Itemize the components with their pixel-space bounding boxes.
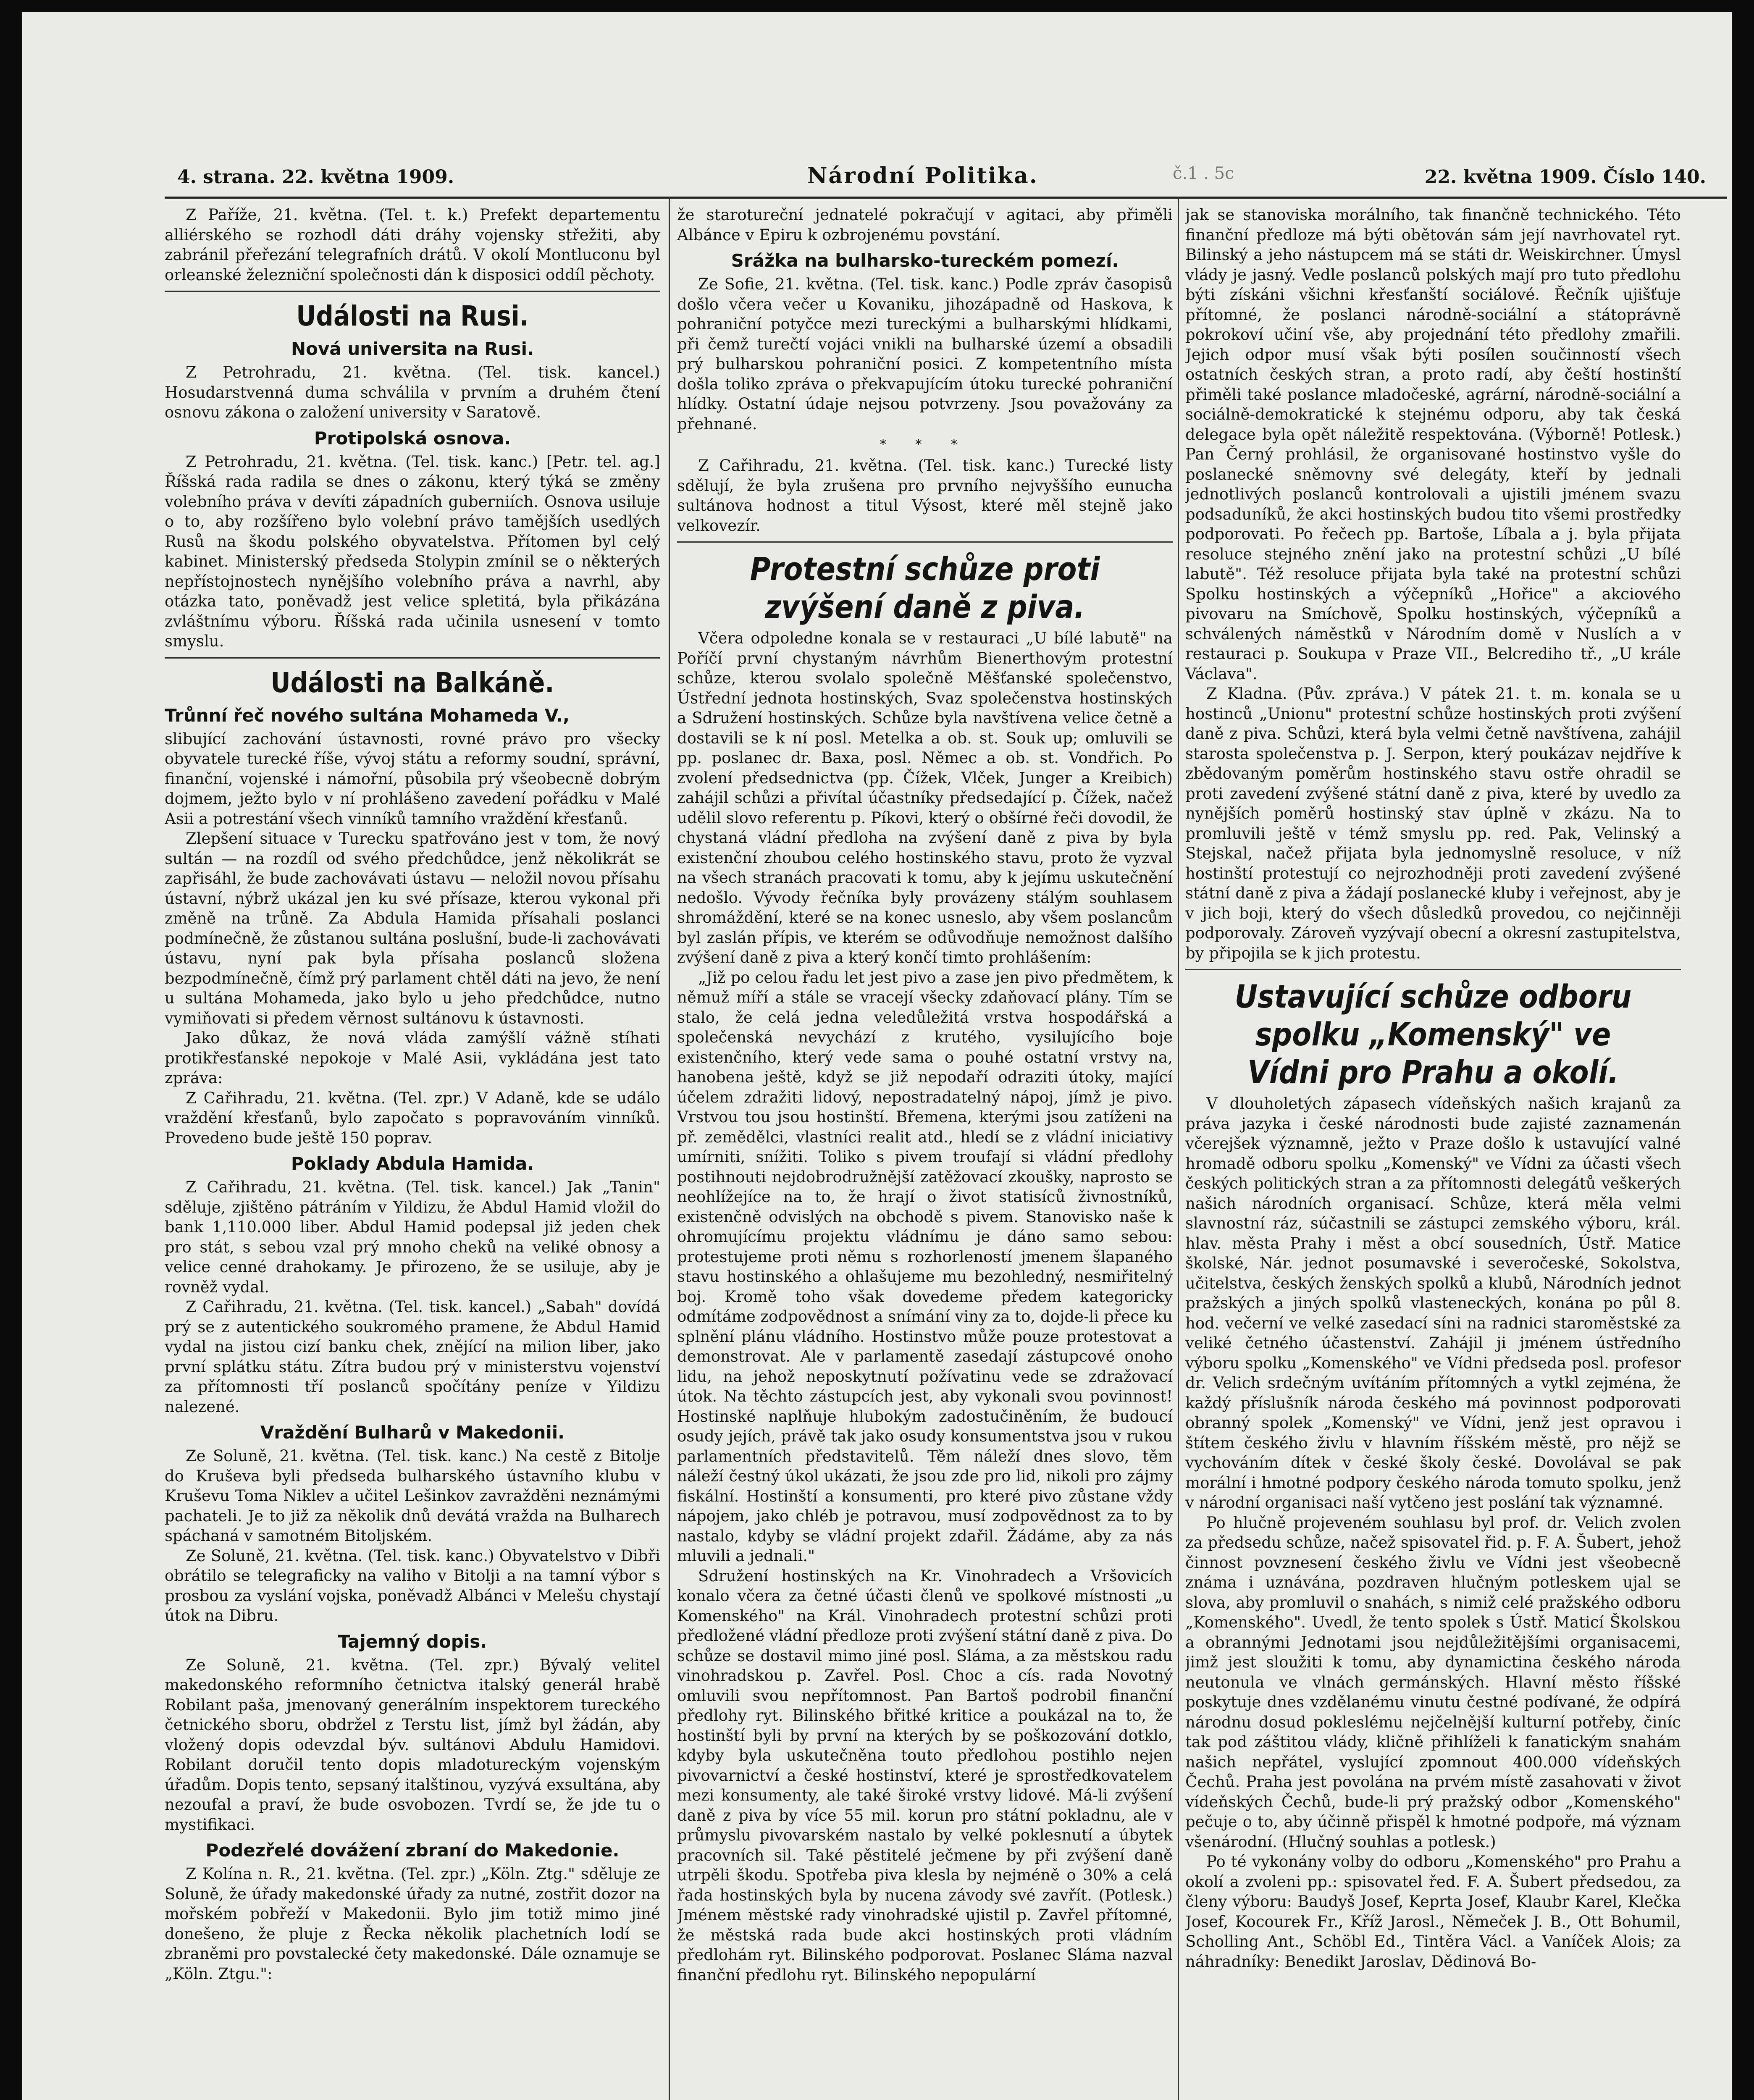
paragraph: Jako důkaz, že nová vláda zamýšlí vážně stíhati protikřesťanské nepokoje v Malé Asii, vykládána jest tato zpráva:	[165, 1029, 660, 1087]
section-heading: Ustavující schůze odboru spolku „Komenský" ve Vídni pro Prahu a okolí.	[1234, 978, 1632, 1091]
column-2	[677, 205, 1173, 2100]
section-heading: Protestní schůze proti zvýšení daně z piva.	[750, 550, 1100, 625]
page-header	[177, 163, 1706, 192]
paragraph: „Již po celou řadu let jest pivo a zase jen pivo předmětem, k němuž míří a stále se vracejí všecky zdaňovací plány. Tím se stalo, že celá jedna veledůležitá vrstva hospodářská a společenská nevychází z krutého, vysilujícího boje existenčního, který vede sama o pouhé ostatní vrstvy na, hanobena ještě, když se již nepodaří odraziti útoky, mající účelem zdražiti lidový, nepostradatelný nápoj, jímž je pivo. Vrstvou tou jsou hostinští. Břemena, kterými jsou zatíženi na př. zemědělci, vlastníci realit atd., hledí se z vládní iniciativy umírniti, snížiti. Toliko s pivem troufají si vládní předlohy postihnouti nejdobrodružnější zatěžovací zkoušky, naprosto se neohlížejíce na to, že hrají o život statisíců živnostníků, existenčně odvislých na obchodě s pivem. Stanovisko naše k ohromujícímu projektu vládnímu je dáno samo sebou: protestujeme proti němu s rozhorleností jmenem šlapaného stavu hostinského a ohlašujeme mu bezohledný, nesmiřitelný boj. Kromě toho však dovedeme předem kategoricky odmítáme zodpovědnost a snímání viny za to, dojde-li přece ku splnění plánu vládního. Hostinstvo může pouze protestovat a demonstrovat. Ale v parlamentě zasedají zástupcové onoho lidu, na jehož neposkytnutí požívatinu vede se zdražovací útok. Na těchto zástupcích jest, aby vykonali svou povinnost! Hostinské naplňuje hlubokým zadostučiněním, že budoucí osudy jejích, právě tak jako osudy konsumentstva jsou v rukou parlamentních představitelů. Těm náleží dnes slovo, těm náleží čestný úkol ukázati, že jsou zde pro lid, nikoli pro zájmy fiskální. Hostinští a konsumenti, pro které pivo zůstane vždy nápojem, jako chléb je potravou, musí zodpovědnost za to by nastalo, kdyby se vládní projekt zdařil. Žádáme, aby za nás mluvili a jednali."	[677, 968, 1173, 1565]
subheading: Podezřelé dovážení zbraní do Makedonie.	[205, 1840, 620, 1861]
separator-stars: * * *	[880, 437, 970, 452]
paragraph: V dlouholetých zápasech vídeňských našich krajanů za práva jazyka i české národnosti bude zajisté zaznamenán včerejšek významně, ježto v Praze došlo k ustavující valné hromadě odboru spolku „Komenský" ve Vídni za účasti všech českých politických stran a za přítomnosti delegátů veškerých našich národních organisací. Schůze, která měla velmi slavnostní ráz, súčastnili se zástupci zemského výboru, král. hlav. města Prahy i měst a obcí sousedních, Ústř. Matice školské, Nár. jednot posumavské i severočeské, Sokolstva, učitelstva, českých ženských spolků a klubů, Národních jednot pražských a jiných spolků vlasteneckých, konána po půl 8. hod. večerní ve velké zasedací síni na radnici staroměstské za veliké četného účastenství. Zahájil ji jménem ústředního výboru spolku „Komenského" ve Vídni předseda posl. profesor dr. Velich srdečným uvítáním přítomných a vytkl zejména, že každý příslušník národa českého má povinnost podporovati obranný spolek „Komenský" ve Vídni, jenž jest opravou i štítem českého živlu v hlavním říšském městě, pro nějž se vychováním dítek v české školy české. Dovolával se pak morální i hmotné podpory českého národa tomuto spolku, jenž v národní organisaci naší vytčeno jest poslání tak významné.	[1185, 1095, 1681, 1512]
paragraph: Z Cařihradu, 21. května. (Tel. tisk. kancel.) „Sabah" dovídá prý se z autentického soukromého pramene, že Abdul Hamid vydal na jistou cizí banku chek, znějící na milion liber, jako první splátku státu. Zítra budou prý v ministerstvu vojenství za přítomnosti tří poslanců spočítány peníze v Yildizu nalezené.	[165, 1298, 660, 1416]
subheading: Tajemný dopis.	[338, 1631, 487, 1652]
paragraph: Z Kolína n. R., 21. května. (Tel. zpr.) „Köln. Ztg." sděluje ze Soluně, že úřady makedonské úřady za nutné, zostřit dozor na mořském pobřeží v Makedonii. Bylo jim totiž mimo jiné donešeno, že pluje z Řecka několik plachetních lodí se zbraněmi pro povstalecké čety makedonské. Dále oznamuje se „Köln. Ztgu.":	[165, 1865, 660, 1983]
header-page-date: 4. strana. 22. května 1909.	[177, 166, 454, 188]
column-3	[1185, 205, 1681, 2100]
paragraph: Z Cařihradu, 21. května. (Tel. zpr.) V Adaně, kde se událo vraždění křesťanů, bylo započato s popravováním vinníků. Provedeno bude ještě 150 poprav.	[165, 1089, 660, 1147]
paragraph: Z Petrohradu, 21. května. (Tel. tisk. kanc.) [Petr. tel. ag.] Říšská rada radila se dnes o zákonu, který týká se změny volebního práva v devíti západních guberniích. Osnova usiluje o to, aby rozšířeno bylo volební právo tamějších usedlých Rusů na škodu polského obyvatelstva. Přítomen byl celý kabinet. Ministerský předseda Stolypin zmínil se o některých nepřístojnostech nynějšího volebního práva a navrhl, aby otázka tato, poněvadž jest velice spletitá, byla přikázána zvláštnímu výboru. Říšská rada učinila usnesení v tomto smyslu.	[165, 452, 660, 650]
section-rule	[1185, 969, 1681, 970]
paragraph: že starotureční jednatelé pokračují v agitaci, aby přiměli Albánce v Epiru k ozbrojenému povstání.	[677, 206, 1173, 244]
paragraph: Z Kladna. (Pův. zpráva.) V pátek 21. t. m. konala se u hostinců „Unionu" protestní schůze hostinských proti zvýšení daně z piva. Schůzi, která byla velmi četně navštívena, zahájil starosta společenstva p. J. Serpon, který poukázav nejdříve k zbědovaným poměrům hostinského stavu ostře ohradil se proti zavedení zvýšené státní daně z piva, které by uvedlo za nynějších poměrů hostinský stav úplně v zkázu. Na to promluvili ještě v témž smyslu pp. red. Pak, Velinský a Stejskal, načež přijata byla jednomyslně resoluce, v níž hostinští protestují co nejrozhodněji proti zavedení zvýšené státní daně z piva a žádají poslanecké kluby i veřejnost, aby je v jich boji, který do všech důsledků provedou, co nejčinněji podporovaly. Zároveň vyzývají obecní a okresní zastupitelstva, by připojila se k jich protestu.	[1185, 685, 1681, 962]
paragraph: Včera odpoledne konala se v restauraci „U bílé labutě" na Poříčí první chystaným návrhům Bienerthovým protestní schůze, kterou svolalo společně Měšťanské společenstvo, Ústřední jednota hostinských, Svaz společenstva hostinských a Sdružení hostinských. Schůze byla navštívena velice četně a dostavili se k ní posl. Metelka a ob. st. Souk up; omluvili se pp. poslanec dr. Baxa, posl. Němec a ob. st. Vondřich. Po zvolení předsednictva (pp. Čížek, Vlček, Junger a Kreibich) zahájil schůzi a přivítal účastníky předsedající p. Čížek, načež udělil slovo referentu p. Píkovi, který o obšírné řeči dovodil, že chystaná vládní předloha na zvýšení daně z piva by byla existenční zhoubou celého hostinského stavu, proto že vyzval na všech stranách pracovati k tomu, aby k jejímu uskutečnění nedošlo. Vývody řečníka byly provázeny stálým souhlasem shromáždění, které se na konec usneslo, aby všem poslancům byl zaslán přípis, ve kterém se odůvodňuje nemožnost dalšího zvýšení daně z piva a který končí timto prohlášením:	[677, 629, 1173, 966]
paragraph: Z Paříže, 21. května. (Tel. t. k.) Prefekt departementu alliérského se rozhodl dáti dráhy vojensky střežiti, aby zabránil přeřezání telegrafních drátů. V okolí Montluconu byl orleanské železniční společnosti dán k disposici oddíl pěchoty.	[165, 206, 660, 284]
paragraph: Zlepšení situace v Turecku spatřováno jest v tom, že nový sultán — na rozdíl od svého předchůdce, jenž několikrát se zapřisáhl, že bude zachovávati ústavu — neložil novou přísahu ústavní, nýbrž ukázal jen ku své přísaze, kterou vykonal při změně na trůně. Za Abdula Hamida přísahali poslanci podmínečně, že zůstanou sultána poslušní, bude-li zachovávati ústavu, nyní pak byla přísaha poslanců složena bezpodmínečně, čímž prý parlament chtěl dáti na jevo, že není u sultána Mohameda, jako bylo u jeho předchůdce, nutno vymiňovati si předem věrnost sultánovu k ústavnosti.	[165, 830, 660, 1027]
paragraph: Po hlučně projeveném souhlasu byl prof. dr. Velich zvolen za předsedu schůze, načež spisovatel řid. p. F. A. Šubert, jehož činnost povznesení českého živlu ve Vídni jest všeobecně známa i uznávána, pozdraven hlučným potleskem ujal se slova, aby promluvil o snahách, s nimiž celé pražského odboru „Komenského". Uvedl, že tento spolek s Ústř. Maticí Školskou a obrannými Jednotami jsou nejdůležitějšími organisacemi, jimž jest sloužiti k tomu, aby dynamictina českého národa neutonula ve vlnách germánských. Hlavní město říšské poskytuje dnes vzdělanému vinutu čestné podívané, že odpírá národnu dosud pokleslému nejčelnější kulturní potřeby, činíc tak pod záštitou vlády, kličně přihlíželi k fanatickým snahám našich nepřátel, vyslující zpomnout 400.000 vídeňských Čechů. Praha jest povolána na prvém místě zasahovati v život vídeňských Čechů, bude-li prý pražský odbor „Komenského" pečuje o to, aby účinně přispěl k hmotné podpoře, má význam všenárodní. (Hlučný souhlas a potlesk.)	[1185, 1513, 1681, 1851]
paragraph: Z Cařihradu, 21. května. (Tel. tisk. kancel.) Jak „Tanin" sděluje, zjištěno pátráním v Yildizu, že Abdul Hamid vložil do bank 1,110.000 liber. Abdul Hamid podepsal již jeden chek pro stát, s sebou vzal prý mnoho cheků na veliké obnosy a velice cenné drahokamy. Je přirozeno, že se usiluje, aby je rovněž vydal.	[165, 1178, 660, 1296]
column-divider	[669, 197, 670, 2100]
paragraph: Po té vykonány volby do odboru „Komenského" pro Prahu a okolí a zvoleni pp.: spisovatel řed. F. A. Šubert předsedou, za členy výboru: Baudyš Josef, Keprta Josef, Klaubr Karel, Klečka Josef, Kocourek Fr., Kříž Jarosl., Němeček J. B., Ott Bohumil, Scholling Ant., Schöbl Ed., Tintěra Václ. a Vaníček Alois; za náhradníky: Benedikt Jaroslav, Dědinová Bo-	[1185, 1853, 1681, 1971]
subheading: Srážka na bulharsko-tureckém pomezí.	[731, 250, 1119, 271]
paragraph: Ze Sofie, 21. května. (Tel. tisk. kanc.) Podle zpráv časopisů došlo včera večer u Kovaniku, jihozápadně od Haskova, k pohraniční potyčce mezi tureckými a bulharskými hlídkami, při čemž turečtí vojáci vnikli na bulharské území a obsadili prý bulharskou pohraniční posici. Z kompetentního místa došla toliko zpráva o překvapujícím útoku turecké pohraniční hlídky. Ostatní údaje nejsou potvrzeny. Jsou považovány za přehnané.	[677, 275, 1173, 433]
paragraph: Ze Soluně, 21. května. (Tel. tisk. kanc.) Obyvatelstvo v Dibři obrátilo se telegraficky na valiho v Bitolji a na tamní výbor s prosbou za vyslání vojska, poněvadž Albánci v Melešu chystají útok na Dibru.	[165, 1546, 660, 1625]
header-masthead: Národní Politika.	[807, 163, 1038, 189]
paragraph: Sdružení hostinských na Kr. Vinohradech a Vršovicích konalo včera za četné účasti členů ve spolkové místnosti „u Komenského" na Král. Vinohradech protestní schůzi proti předložené vládní předloze proti zvýšení státní daně z piva. Do schůze se dostavil mimo jiné posl. Sláma, a za městskou radu vinohradskou p. Zavřel. Posl. Choc a cís. rada Novotný omluvili svou nepřítomnost. Pan Bartoš podrobil finanční předlohy ryt. Bilinského břitké kritice a poukázal na to, že hostinští byli by první na kterých by se poškozování dotklo, kdyby byla uskutečněna touto předlohou postihlo nejen pivovarnictví a české hostinství, které je sprostředkovatelem mezi konsumenty, ale také široké vrstvy lidové. Má-li zvýšení daně z piva by více 55 mil. korun pro státní pokladnu, ale v průmyslu pivovarském nastalo by velké poklesnutí a úbytek pracovních sil. Také pěstitelé ječmene by při zvýšení daně utrpěli škodu. Spotřeba piva klesla by nejméně o 30% a celá řada hostinských byla by nucena závody své zavřít. (Potlesk.) Jménem městské rady vinohradské ujistil p. Zavřel přítomné, že městská rada bude akci hostinských proti vládním předlohám ryt. Bilinského podporovat. Poslanec Sláma nazval finanční předlohu ryt. Bilinského nepopulární	[677, 1567, 1173, 1984]
paragraph: jak se stanoviska morálního, tak finančně technického. Této finanční předloze má býti obětován sám její navrhovatel ryt. Bilinský a jeho nástupcem má se státi dr. Weiskirchner. Úmysl vlády je jasný. Vedle poslanců polských mají pro tuto předlohu býti získáni všichni křesťanští sociálové. Řečník ujišťuje přítomné, že poslanci národně-sociální a státoprávně pokrokoví učiní vše, aby projednání této předlohy zmařili. Jejich odpor musí však býti posílen součinností všech ostatních českých stran, a proto radí, aby čeští hostinští přiměli také poslance mladočeské, agrární, národně-sociální a sociálně-demokratické k stejnému odporu, aby tak česká delegace byla opět náležitě respektována. (Výborně! Potlesk.) Pan Černý prohlásil, že organisované hostinstvo vyšle do poslanecké sněmovny své delegáty, kteří by jednali jednotlivých poslanců kontrolovali a ujistili jménem svazu podsaduníků, že akci hostinských budou tito všemi prostředky podporovati. Po řečech pp. Bartoše, Líbala a j. byla přijata resoluce stejného znění jako na protestní schůzi „U bílé labutě". Též resoluce přijata byla také na protestní schůzi Spolku hostinských a výčepníků „Hořice" a akciového pivovaru na Smíchově, Spolku hostinských, výčepníků a schválených náměstků v Národním domě v Nuslích a v restauraci p. Soukupa v Praze VII., Belcrediho tř., „U krále Václava".	[1185, 206, 1681, 683]
column-1	[165, 205, 660, 2100]
subheading: Nová universita na Rusi.	[291, 339, 534, 359]
header-handwritten-marks: č.1 . 5c	[1173, 164, 1234, 183]
section-rule	[165, 657, 660, 659]
subheading: Trůnní řeč nového sultána Mohameda V.,	[165, 705, 570, 726]
newspaper-page	[22, 12, 1732, 2100]
paragraph: Z Petrohradu, 21. května. (Tel. tisk. kancel.) Hosudarstvenná duma schválila v prvním a druhém čtení osnovu zákona o založení university v Saratově.	[165, 363, 660, 421]
section-rule	[677, 541, 1173, 543]
paragraph: slibující zachování ústavnosti, rovné právo pro všecky obyvatele turecké říše, vývoj státu a reformy soudní, správní, finanční, vojenské i námořní, působila prý všeobecně dobrým dojmem, ježto bylo v ní prohlášeno zavedení pořádku v Malé Asii a potrestání všech vinníků tamního vraždění křesťanů.	[165, 730, 660, 828]
column-divider	[1178, 197, 1179, 2100]
subheading: Vraždění Bulharů v Makedonii.	[260, 1422, 565, 1443]
paragraph: Z Cařihradu, 21. května. (Tel. tisk. kanc.) Turecké listy sdělují, že byla zrušena pro prvního nejvyššího eunucha sultánova hodnost a titul Výsost, které měl stejně jako velkovezír.	[677, 457, 1173, 535]
header-date-number: 22. května 1909. Číslo 140.	[1424, 166, 1706, 188]
subheading: Protipolská osnova.	[314, 428, 511, 449]
section-rule	[165, 291, 660, 292]
subheading: Poklady Abdula Hamida.	[291, 1153, 534, 1174]
section-heading: Události na Balkáně.	[270, 666, 554, 699]
section-heading: Události na Rusi.	[296, 300, 529, 332]
header-rule	[165, 197, 1727, 199]
paragraph: Ze Soluně, 21. května. (Tel. tisk. kanc.) Na cestě z Bitolje do Kruševa byli předseda bulharského ústavního klubu v Kruševu Toma Niklev a učitel Lešinkov zavražděni neznámými pachateli. Je to již za několik dnů devátá vražda na Bulharech spáchaná v samotném Bitoljském.	[165, 1447, 660, 1545]
paragraph: Ze Soluně, 21. května. (Tel. zpr.) Bývalý velitel makedonského reformního četnictva italský generál hrabě Robilant paša, jmenovaný generálním inspektorem tureckého četnického sboru, obdržel z Terstu list, jímž byl žádán, aby vložený dopis odevzdal býv. sultánovi Abdulu Hamidovi. Robilant doručil tento dopis mladotureckým vojenským úřadům. Dopis tento, sepsaný italštinou, vyzývá exsultána, aby nezoufal a praví, že bude osvobozen. Tvrdí se, že jde tu o mystifikaci.	[165, 1656, 660, 1834]
